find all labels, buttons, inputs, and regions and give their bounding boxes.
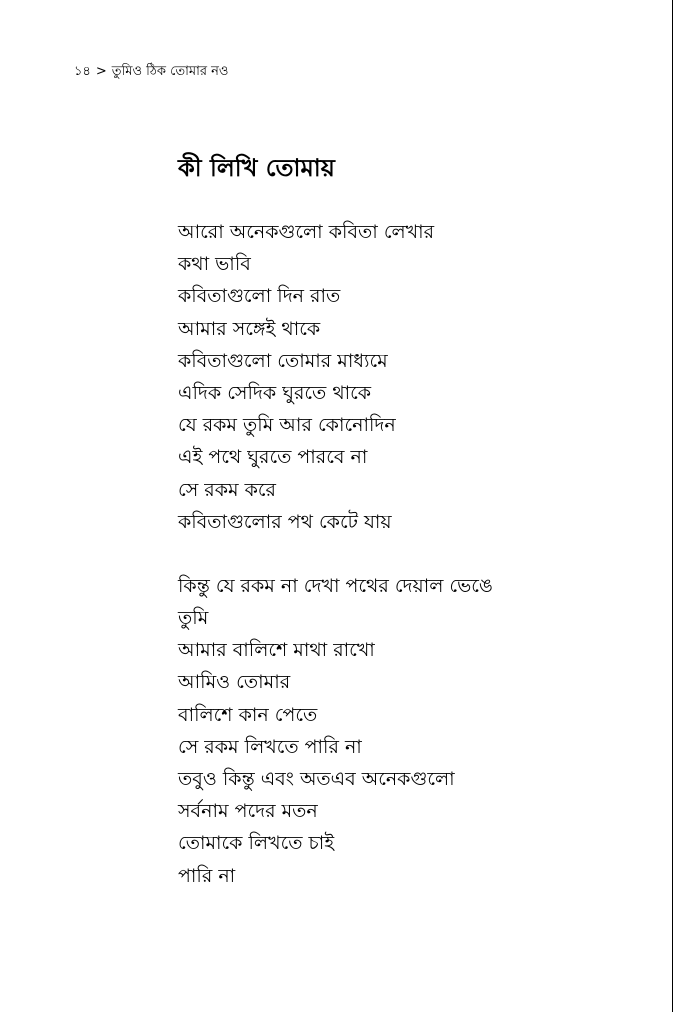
poem-line: সে রকম করে bbox=[178, 478, 277, 501]
page-edge-line bbox=[672, 0, 673, 1012]
poem-line: কবিতাগুলোর পথ কেটে যায় bbox=[178, 510, 392, 533]
stanza-1 bbox=[178, 216, 648, 538]
poem-title: কী লিখি তোমায় bbox=[178, 154, 335, 182]
poem-line: সর্বনাম পদের মতন bbox=[178, 800, 318, 823]
poem-line: সে রকম লিখতে পারি না bbox=[178, 735, 362, 758]
poem-line: কথা ভাবি bbox=[178, 253, 251, 276]
poem-line: এই পথে ঘুরতে পারবে না bbox=[178, 446, 368, 469]
poem-line: এদিক সেদিক ঘুরতে থাকে bbox=[178, 381, 372, 404]
poem-line: পারি না bbox=[178, 864, 236, 887]
poem bbox=[178, 148, 648, 892]
poem-line: কিন্তু যে রকম না দেখা পথের দেয়াল ভেঙে bbox=[178, 574, 493, 597]
poem-line: আমার সঙ্গেই থাকে bbox=[178, 317, 321, 340]
poem-line: আমার বালিশে মাথা রাখো bbox=[178, 639, 375, 662]
poem-line: আরো অনেকগুলো কবিতা লেখার bbox=[178, 221, 435, 243]
book-title: তুমিও ঠিক তোমার নও bbox=[111, 64, 229, 79]
poem-line: তবুও কিন্তু এবং অতএব অনেকগুলো bbox=[178, 768, 455, 790]
poem-line: আমিও তোমার bbox=[178, 671, 291, 694]
poem-line: তুমি bbox=[178, 607, 209, 630]
running-head bbox=[74, 62, 228, 83]
stanza-2 bbox=[178, 570, 648, 892]
poem-line: তোমাকে লিখতে চাই bbox=[178, 832, 335, 855]
header-separator: > bbox=[95, 64, 107, 79]
page-number: ১৪ bbox=[74, 64, 91, 79]
poem-line: বালিশে কান পেতে bbox=[178, 703, 318, 726]
poem-line: কবিতাগুলো দিন রাত bbox=[178, 285, 341, 308]
poem-line: যে রকম তুমি আর কোনোদিন bbox=[178, 414, 396, 437]
poem-line: কবিতাগুলো তোমার মাধ্যমে bbox=[178, 349, 388, 372]
